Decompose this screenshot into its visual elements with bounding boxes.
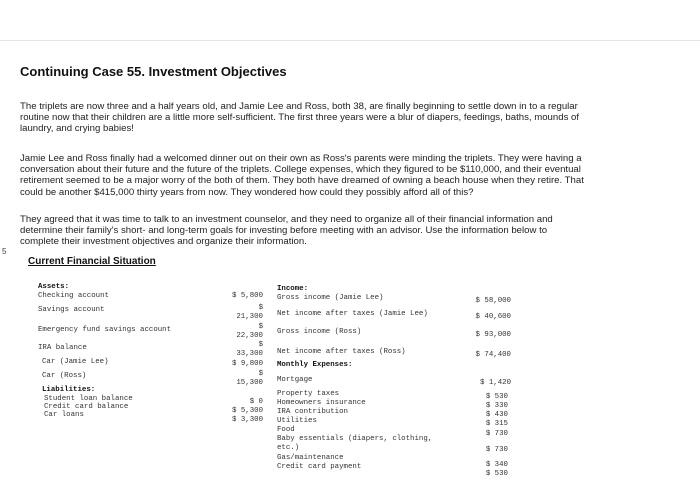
section-title: Current Financial Situation xyxy=(28,256,156,267)
gas-label: Gas/maintenance xyxy=(277,454,344,462)
baby-essentials-label-cont: etc.) xyxy=(277,444,300,452)
emergency-label: Emergency fund savings account xyxy=(38,326,172,334)
gross-ross-label: Gross income (Ross) xyxy=(277,328,362,336)
ira-label: IRA balance xyxy=(38,344,87,352)
student-loan-value: $ 0 xyxy=(249,398,263,406)
property-taxes-label: Property taxes xyxy=(277,390,340,398)
checking-label: Checking account xyxy=(38,292,109,300)
emergency-value: 22,300 xyxy=(236,332,263,340)
text-line: routine now that their children are a little more self-sufficient. The first three years were a blur of diapers, feedings, baths, mounds of xyxy=(20,112,580,124)
ira-value: 33,300 xyxy=(236,350,263,358)
credit-card-label: Credit card balance xyxy=(44,403,129,411)
net-jamie-label: Net income after taxes (Jamie Lee) xyxy=(277,310,428,318)
car-jamie-value: $ 9,800 xyxy=(231,360,263,368)
car-loans-label: Car loans xyxy=(44,411,84,419)
text-line: conversation about their future and the future of the triplets. College expenses, which they figured to be $110,000, and their eventual xyxy=(20,164,581,176)
text-line: complete their investment objectives and organize their information. xyxy=(20,236,307,248)
savings-value: 21,300 xyxy=(236,313,263,321)
net-ross-label: Net income after taxes (Ross) xyxy=(277,348,406,356)
mortgage-label: Mortgage xyxy=(277,376,313,384)
baby-essentials-value: $ 730 xyxy=(485,446,508,454)
car-ross-value: 15,300 xyxy=(236,379,263,387)
text-line: Jamie Lee and Ross finally had a welcomed dinner out on their own as Ross's parents were minding the triplets. They were having a xyxy=(20,153,582,164)
ira-contribution-label: IRA contribution xyxy=(277,408,348,416)
income-heading: Income: xyxy=(277,285,309,293)
utilities-value: $ 315 xyxy=(485,420,508,428)
text-line: They agreed that it was time to talk to an investment counselor, and they need to organize all of their financial information and xyxy=(20,214,553,225)
paragraph-1 xyxy=(20,101,690,135)
text-line: laundry, and crying babies! xyxy=(20,123,134,135)
car-jamie-label: Car (Jamie Lee) xyxy=(42,358,109,366)
credit-payment-value: $ 530 xyxy=(485,470,508,478)
car-loans-value: $ 3,300 xyxy=(231,416,263,424)
gross-jamie-label: Gross income (Jamie Lee) xyxy=(277,294,384,302)
homeowners-value: $ 330 xyxy=(485,402,508,410)
mortgage-value: $ 1,420 xyxy=(479,379,511,387)
student-loan-label: Student loan balance xyxy=(44,395,133,403)
credit-card-value: $ 5,300 xyxy=(231,407,263,415)
checking-value: $ 5,800 xyxy=(231,292,263,300)
header-divider xyxy=(0,40,700,41)
text-line: could be another $415,000 thirty years from now. They wondered how could they possibly afford all of this? xyxy=(20,186,474,198)
side-mark: 5 xyxy=(2,247,7,256)
savings-dollar: $ xyxy=(258,304,263,312)
credit-payment-label: Credit card payment xyxy=(277,463,362,471)
text-line: retirement seemed to be a major worry of the both of them. They both have dreamed of owning a beach house when they retire. That xyxy=(20,175,584,187)
food-value: $ 730 xyxy=(485,430,508,438)
savings-label: Savings account xyxy=(38,306,105,314)
assets-heading: Assets: xyxy=(38,283,70,291)
gross-ross-value: $ 93,000 xyxy=(475,331,511,339)
monthly-expenses-heading: Monthly Expenses: xyxy=(277,361,353,369)
net-ross-value: $ 74,400 xyxy=(475,351,511,359)
ira-dollar: $ xyxy=(258,341,263,349)
page-title: Continuing Case 55. Investment Objectives xyxy=(20,64,287,79)
baby-essentials-label: Baby essentials (diapers, clothing, xyxy=(277,435,433,443)
car-ross-label: Car (Ross) xyxy=(42,372,87,380)
net-jamie-value: $ 40,600 xyxy=(475,313,511,321)
paragraph-3 xyxy=(20,214,690,248)
text-line: determine their family's short- and long-term goals for investing before meeting with an advisor. Use the information below to xyxy=(20,225,548,237)
emergency-dollar: $ xyxy=(258,323,263,331)
liabilities-heading: Liabilities: xyxy=(42,386,96,394)
gross-jamie-value: $ 58,000 xyxy=(475,297,511,305)
paragraph-2 xyxy=(20,153,690,198)
food-label: Food xyxy=(277,426,295,434)
ira-contribution-value: $ 430 xyxy=(485,411,508,419)
top-bar xyxy=(0,0,700,40)
gas-value: $ 340 xyxy=(485,461,508,469)
homeowners-label: Homeowners insurance xyxy=(277,399,366,407)
property-taxes-value: $ 530 xyxy=(485,393,508,401)
car-ross-dollar: $ xyxy=(258,370,263,378)
text-line: The triplets are now three and a half years old, and Jamie Lee and Ross, both 38, are finally beginning to settle down in to a regular xyxy=(20,101,578,112)
utilities-label: Utilities xyxy=(277,417,317,425)
